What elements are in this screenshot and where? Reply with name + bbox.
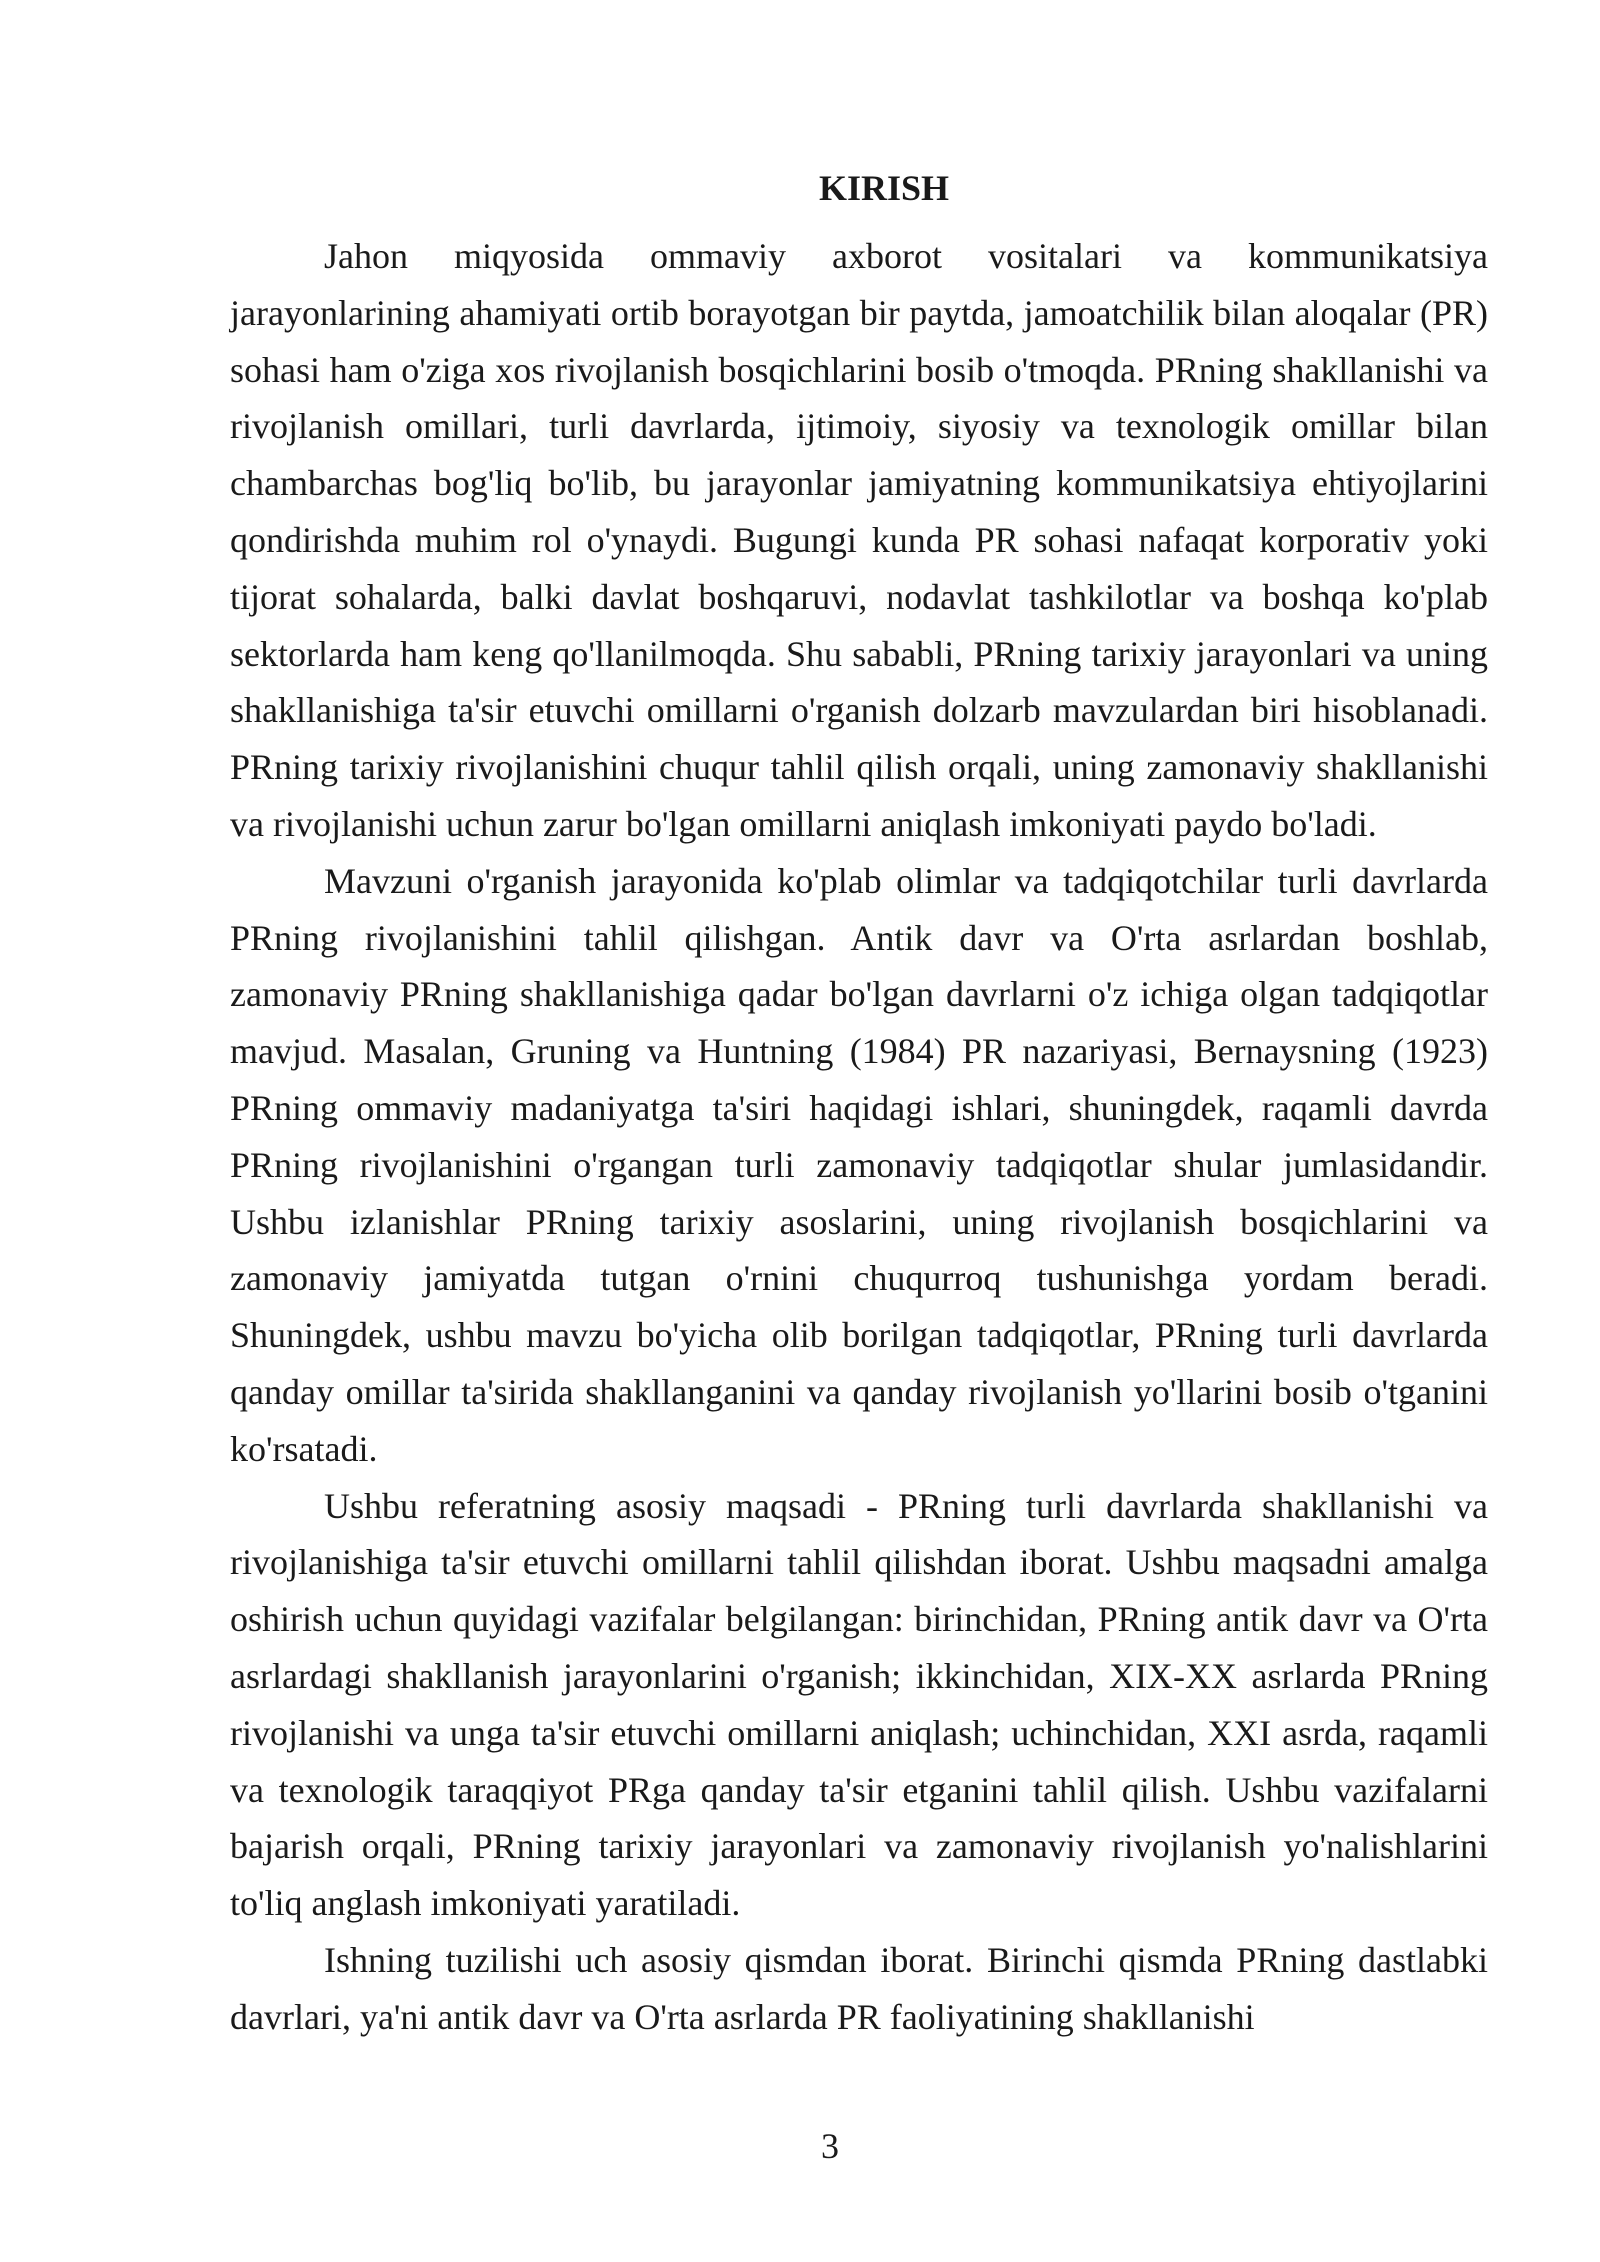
document-body bbox=[230, 160, 1488, 2046]
paragraph-literature-review: Mavzuni o'rganish jarayonida ko'plab olimlar va tadqiqotchilar turli davrlarda PRning rivojlanishini tahlil qilishgan. Antik davr va O'rta asrlardan boshlab, zamonaviy PRning shakllanishiga qadar bo'lgan davrlarni o'z ichiga olgan tadqiqotlar mavjud. Masalan, Gruning va Huntning (1984) PR nazariyasi, Bernaysning (1923) PRning ommaviy madaniyatga ta'siri haqidagi ishlari, shuningdek, raqamli davrda PRning rivojlanishini o'rgangan turli zamonaviy tadqiqotlar shular jumlasidandir. Ushbu izlanishlar PRning tarixiy asoslarini, uning rivojlanish bosqichlarini va zamonaviy jamiyatda tutgan o'rnini chuqurroq tushunishga yordam beradi. Shuningdek, ushbu mavzu bo'yicha olib borilgan tadqiqotlar, PRning turli davrlarda qanday omillar ta'sirida shakllanganini va qanday rivojlanish yo'llarini bosib o'tganini ko'rsatadi. bbox=[230, 860, 1488, 1469]
page-number: 3 bbox=[821, 2126, 839, 2166]
paragraph-introduction: Jahon miqyosida ommaviy axborot vositalari va kommunikatsiya jarayonlarining ahamiyati ortib borayotgan bir paytda, jamoatchilik bilan aloqalar (PR) sohasi ham o'ziga xos rivojlanish bosqichlarini bosib o'tmoqda. PRning shakllanishi va rivojlanish omillari, turli davrlarda, ijtimoiy, siyosiy va texnologik omillar bilan chambarchas bog'liq bo'lib, bu jarayonlar jamiyatning kommunikatsiya ehtiyojlarini qondirishda muhim rol o'ynaydi. Bugungi kunda PR sohasi nafaqat korporativ yoki tijorat sohalarda, balki davlat boshqaruvi, nodavlat tashkilotlar va boshqa ko'plab sektorlarda ham keng qo'llanilmoqda. Shu sababli, PRning tarixiy jarayonlari va uning shakllanishiga ta'sir etuvchi omillarni o'rganish dolzarb mavzulardan biri hisoblanadi. PRning tarixiy rivojlanishini chuqur tahlil qilish orqali, uning zamonaviy shakllanishi va rivojlanishi uchun zarur bo'lgan omillarni aniqlash imkoniyati paydo bo'ladi. bbox=[230, 236, 1488, 844]
page-title: KIRISH bbox=[818, 168, 950, 208]
paragraph-structure: Ishning tuzilishi uch asosiy qismdan iborat. Birinchi qismda PRning dastlabki davrlari, ya'ni antik davr va O'rta asrlarda PR faoliyatining shakllanishi bbox=[230, 1939, 1488, 2037]
paragraph-aims: Ushbu referatning asosiy maqsadi - PRning turli davrlarda shakllanishi va rivojlanishiga ta'sir etuvchi omillarni tahlil qilishdan iborat. Ushbu maqsadni amalga oshirish uchun quyidagi vazifalar belgilangan: birinchidan, PRning antik davr va O'rta asrlardagi shakllanish jarayonlarini o'rganish; ikkinchidan, XIX-XX asrlarda PRning rivojlanishi va unga ta'sir etuvchi omillarni aniqlash; uchinchidan, XXI asrda, raqamli va texnologik taraqqiyot PRga qanday ta'sir etganini tahlil qilish. Ushbu vazifalarni bajarish orqali, PRning tarixiy jarayonlari va zamonaviy rivojlanish yo'nalishlarini to'liq anglash imkoniyati yaratiladi. bbox=[230, 1485, 1488, 1924]
